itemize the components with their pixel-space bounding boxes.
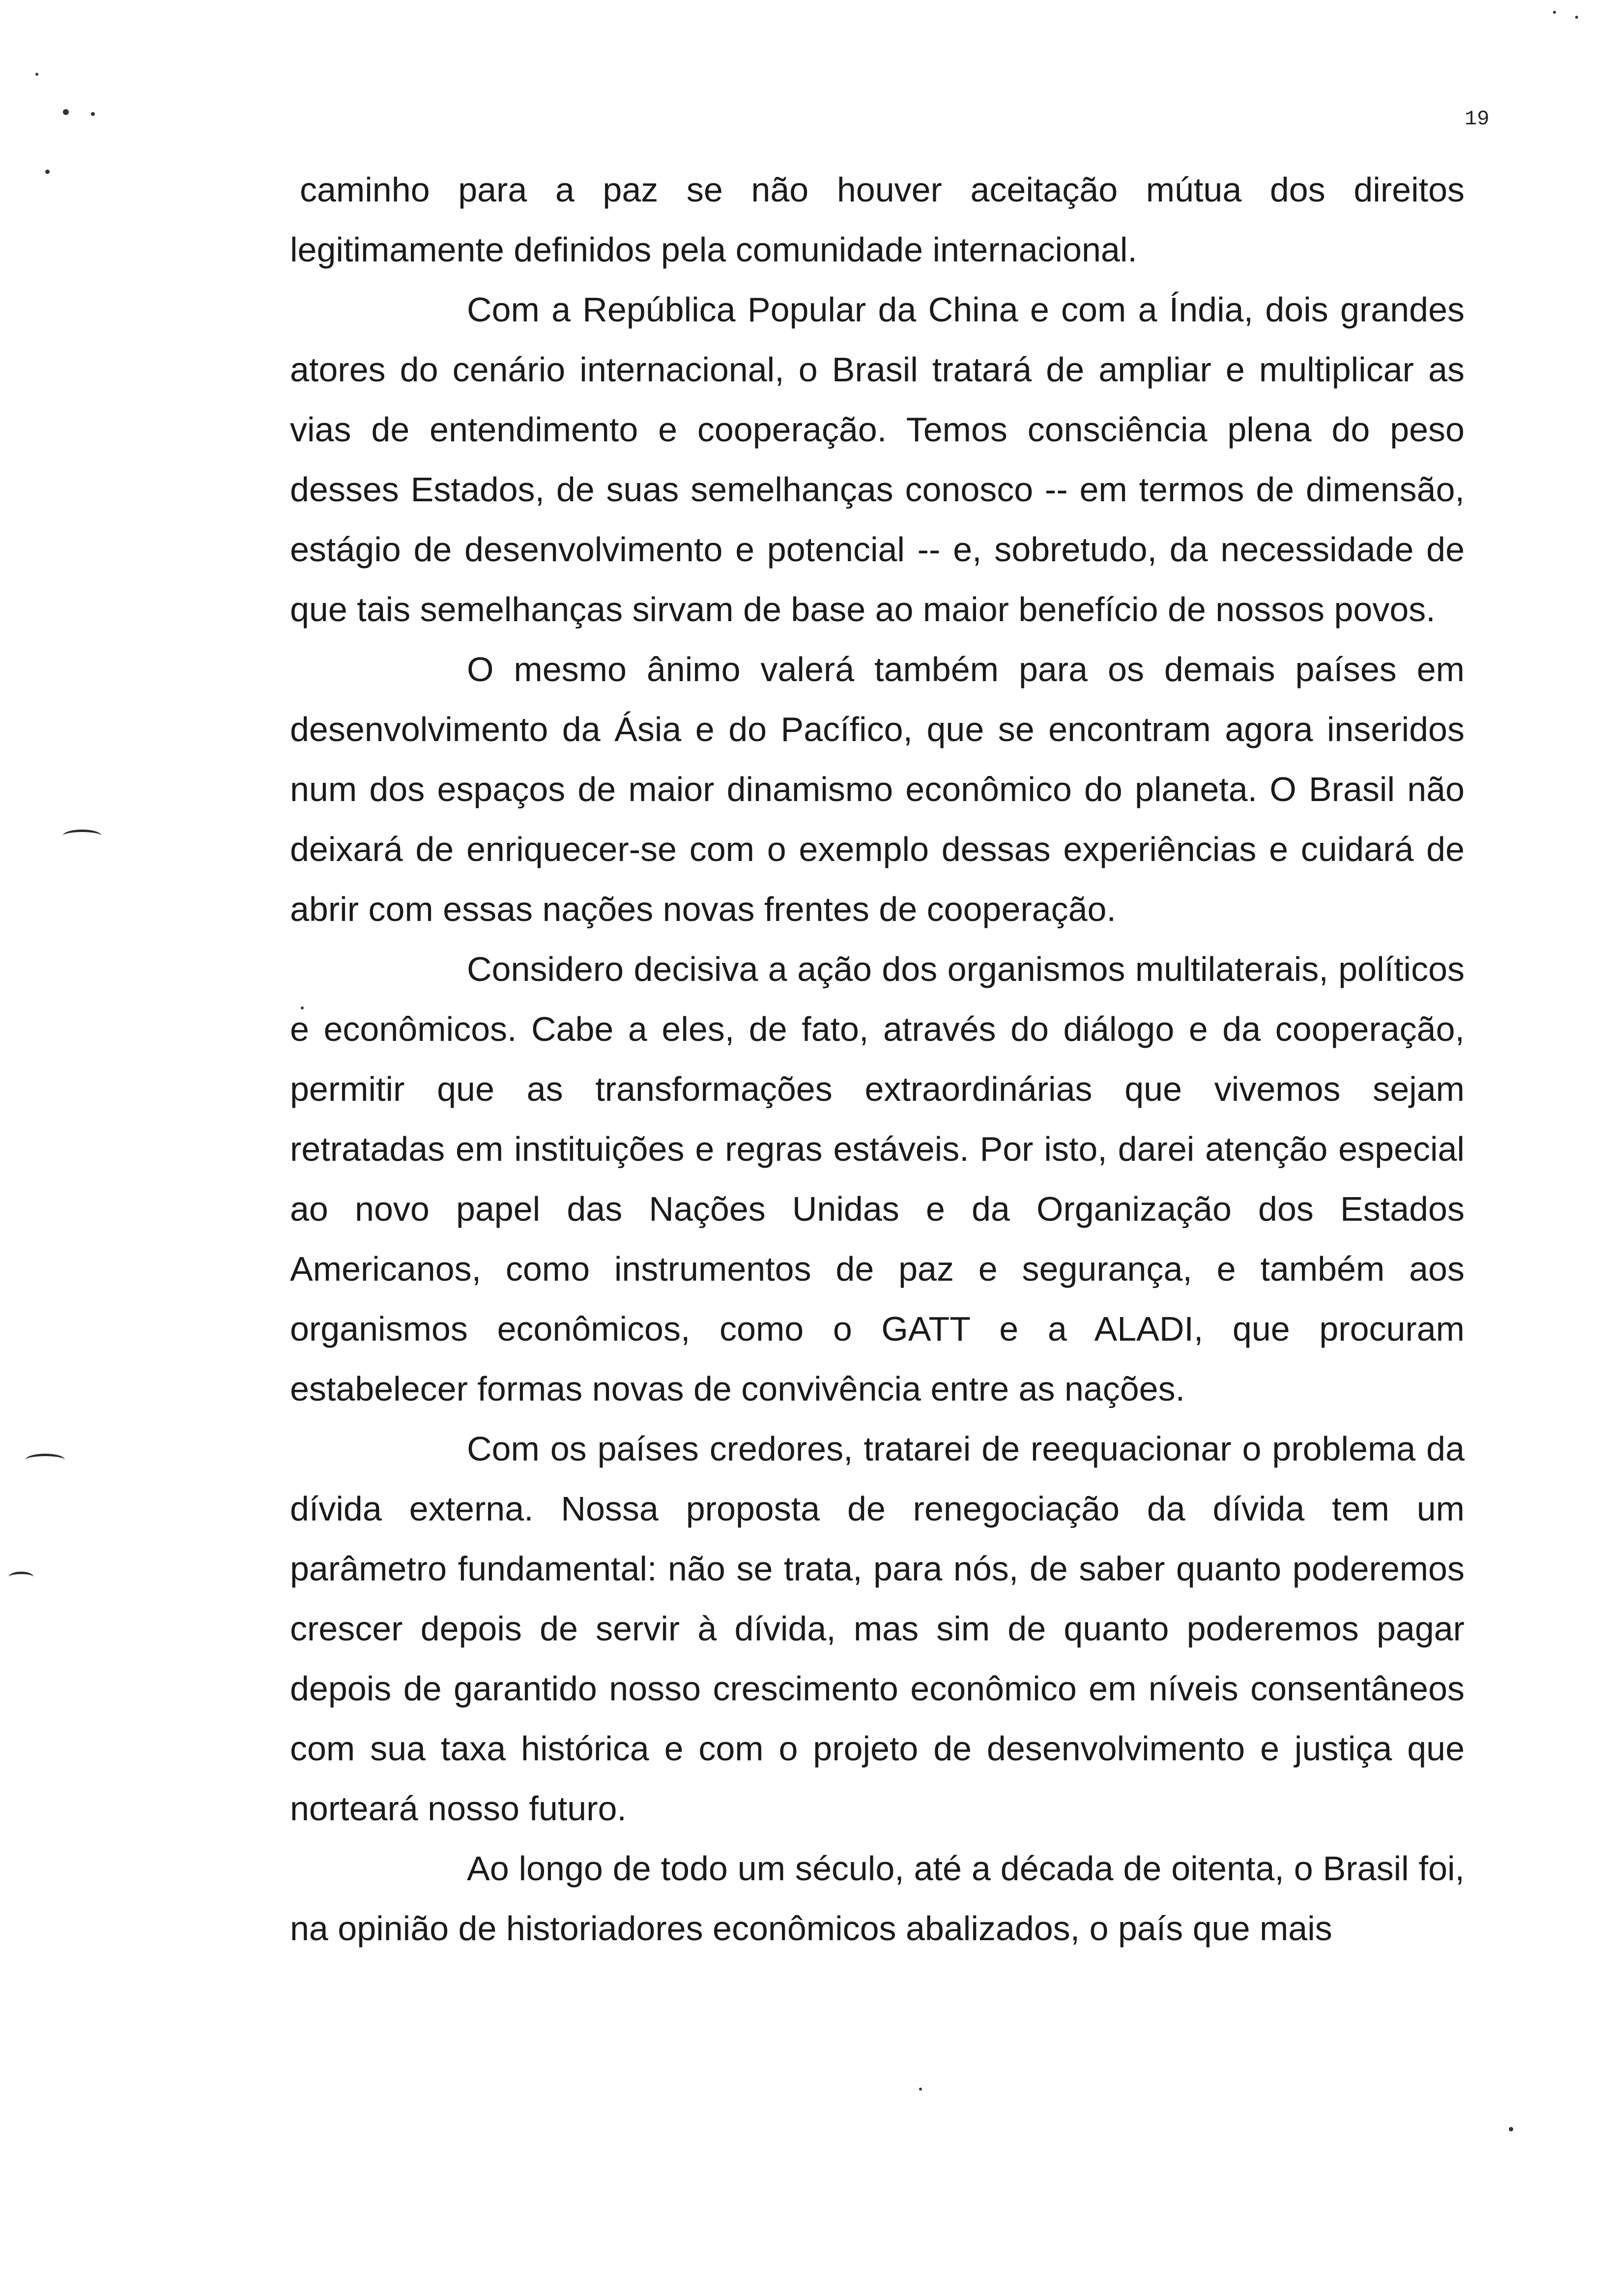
scan-speck xyxy=(91,112,95,116)
scan-speck xyxy=(301,1006,304,1009)
scan-speck xyxy=(1553,11,1556,14)
paragraph-4: Considero decisiva a ação dos organismos multilaterais, políticos e econômicos. Cabe a eles, de fato, através do diálogo e da cooperação, permitir que as transformações extraordinárias que vivemos sejam retratadas em instituições e regras estáveis. Por isto, darei atenção especial ao novo papel das Nações Unidas e da Organização dos Estados Americanos, como instrumentos de paz e segurança, e também aos organismos econômicos, como o GATT e a ALADI, que procuram estabelecer formas novas de convivência entre as nações. xyxy=(290,950,1465,1408)
paragraph-3: O mesmo ânimo valerá também para os demais países em desenvolvimento da Ásia e do Pacífico, que se encontram agora inseridos num dos espaços de maior dinamismo econômico do planeta. O Brasil não deixará de enriquecer-se com o exemplo dessas experiências e cuidará de abrir com essas nações novas frentes de cooperação. xyxy=(290,650,1465,928)
hole-punch-mark xyxy=(26,1454,65,1466)
scan-speck xyxy=(35,73,38,76)
hole-punch-mark xyxy=(9,1572,33,1582)
paragraph-2: Com a República Popular da China e com a Índia, dois grandes atores do cenário internacional, o Brasil tratará de ampliar e multiplicar as vias de entendimento e cooperação. Temos consciência plena do peso desses Estados, de suas semelhanças conosco -- em termos de dimensão, estágio de desenvolvimento e potencial -- e, sobretudo, da necessidade de que tais semelhanças sirvam de base ao maior benefício de nossos povos. xyxy=(290,290,1465,629)
paragraph-5: Com os países credores, tratarei de reequacionar o problema da dívida externa. Nossa proposta de renegociação da dívida tem um parâmetro fundamental: não se trata, para nós, de saber quanto poderemos crescer depois de servir à dívida, mas sim de quanto poderemos pagar depois de garantido nosso crescimento econômico em níveis consentâneos com sua taxa histórica e com o projeto de desenvolvimento e justiça que norteará nosso futuro. xyxy=(290,1430,1465,1828)
scan-speck xyxy=(1575,16,1578,19)
paragraph-6: Ao longo de todo um século, até a década de oitenta, o Brasil foi, na opinião de historiadores econômicos abalizados, o país que mais xyxy=(290,1849,1465,1948)
paragraph-1: caminho para a paz se não houver aceitação mútua dos direitos legitimamente definidos pela comunidade internacional. xyxy=(290,171,1465,269)
scan-speck xyxy=(45,170,50,174)
page-number: 19 xyxy=(1465,107,1490,131)
body-text xyxy=(290,160,1465,1958)
hole-punch-mark xyxy=(63,830,101,842)
scan-speck xyxy=(63,109,69,115)
scan-speck xyxy=(919,2088,922,2091)
scan-speck xyxy=(1509,2127,1513,2131)
